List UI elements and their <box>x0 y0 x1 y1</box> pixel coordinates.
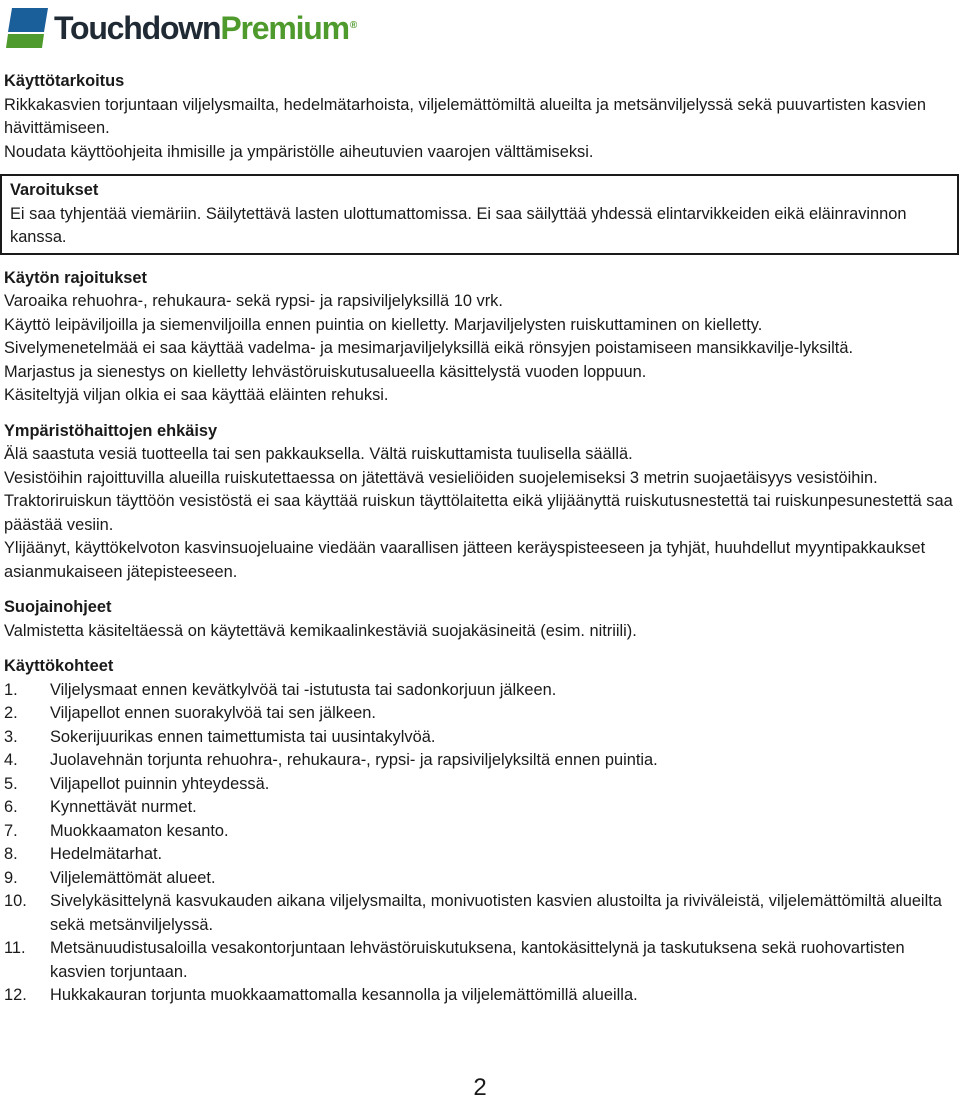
brand-name-part1: Touchdown <box>54 10 221 46</box>
list-item-number: 4. <box>4 751 18 769</box>
paragraph: Käyttö leipäviljoilla ja siemenviljoilla ennen puintia on kielletty. Marjaviljelysten ruiskuttaminen on kielletty. <box>4 315 763 334</box>
section-heading: Varoitukset <box>10 181 99 199</box>
paragraph: Rikkakasvien torjuntaan viljelysmailta, hedelmätarhoista, viljelemättömiltä alueilta ja metsänviljelyssä sekä puuvartisten kasvien hävittämiseen. <box>4 95 926 137</box>
section-kayttokohteet <box>4 655 954 1008</box>
usage-list <box>4 679 954 1008</box>
section-heading: Käyttötarkoitus <box>4 72 125 90</box>
list-item-text: Metsänuudistusaloilla vesakontorjuntaan lehvästöruiskutuksena, kantokäsittelynä ja taskutuksena sekä ruohovartisten kasvien torjuntaan. <box>50 939 905 981</box>
list-item-number: 7. <box>4 821 18 840</box>
list-item-text: Viljapellot puinnin yhteydessä. <box>50 774 270 793</box>
list-item <box>4 843 954 867</box>
section-heading: Ympäristöhaittojen ehkäisy <box>4 421 218 440</box>
list-item <box>4 867 954 891</box>
brand-logo-text <box>54 8 356 48</box>
paragraph: Käsiteltyjä viljan olkia ei saa käyttää eläinten rehuksi. <box>4 386 389 404</box>
list-item <box>4 796 954 820</box>
list-item-number: 10. <box>4 892 27 910</box>
list-item <box>4 702 954 726</box>
list-item <box>4 679 954 703</box>
list-item <box>4 820 954 844</box>
list-item-number: 11. <box>4 939 26 957</box>
section-ymparisto <box>4 420 954 585</box>
paragraph: Älä saastuta vesiä tuotteella tai sen pakkauksella. Vältä ruiskuttamista tuulisella säällä. <box>4 445 633 463</box>
paragraph: Marjastus ja sienestys on kielletty lehvästöruiskutusalueella käsittelystä vuoden loppuun. <box>4 362 647 381</box>
warning-text: Ei saa tyhjentää viemäriin. Säilytettävä lasten ulottumattomissa. Ei saa säilyttää yhdessä elintarvikkeiden eikä eläinravinnon kanssa. <box>10 204 907 246</box>
list-item-text: Sokerijuurikas ennen taimettumista tai uusintakylvöä. <box>50 727 436 746</box>
list-item <box>4 984 954 1008</box>
paragraph: Sivelymenetelmää ei saa käyttää vadelma- ja mesimarjaviljelyksillä eikä rönsyjen poistamiseen mansikkavilje-lyksiltä. <box>4 339 853 357</box>
paragraph: Vesistöihin rajoittuvilla alueilla ruiskutettaessa on jätettävä vesieliöiden suojelemiseksi 3 metrin suojaetäisyys vesistöihin. <box>4 468 878 487</box>
list-item <box>4 890 954 937</box>
paragraph: Valmistetta käsiteltäessä on käytettävä kemikaalinkestäviä suojakäsineitä (esim. nitriili). <box>4 621 637 640</box>
paragraph: Ylijäänyt, käyttökelvoton kasvinsuojeluaine viedään vaarallisen jätteen keräyspisteeseen ja tyhjät, huuhdellut myyntipakkaukset asianmukaiseen jätepisteeseen. <box>4 539 926 581</box>
registered-mark: ® <box>349 20 357 31</box>
list-item <box>4 726 954 750</box>
list-item-text: Hukkakauran torjunta muokkaamattomalla kesannolla ja viljelemättömillä alueilla. <box>50 986 638 1004</box>
list-item-number: 12. <box>4 986 27 1004</box>
paragraph: Noudata käyttöohjeita ihmisille ja ympäristölle aiheutuvien vaarojen välttämiseksi. <box>4 142 594 161</box>
warning-box <box>0 174 959 255</box>
paragraph: Traktoriruiskun täyttöön vesistöstä ei saa käyttää ruiskun täyttölaitetta eikä ylijäänyttä ruiskutusnestettä tai ruiskunpesunestettä saa päästää vesiin. <box>4 492 953 534</box>
list-item <box>4 749 954 773</box>
section-rajoitukset <box>4 267 954 408</box>
list-item-text: Kynnettävät nurmet. <box>50 798 197 816</box>
brand-name-part2: Premium <box>220 10 349 46</box>
list-item-text: Viljelysmaat ennen kevätkylvöä tai -istutusta tai sadonkorjuun jälkeen. <box>50 680 557 699</box>
list-item-number: 2. <box>4 704 18 722</box>
section-suojainohjeet <box>4 596 954 643</box>
list-item-number: 5. <box>4 774 18 793</box>
section-kayttotarkoitus <box>4 70 954 164</box>
brand-logo <box>4 8 356 48</box>
list-item-text: Viljelemättömät alueet. <box>50 868 216 887</box>
document-body <box>4 70 954 1008</box>
section-heading: Käyttökohteet <box>4 657 114 675</box>
brand-logo-mark <box>4 8 48 48</box>
list-item-text: Viljapellot ennen suorakylvöä tai sen jälkeen. <box>50 704 376 722</box>
section-heading: Suojainohjeet <box>4 598 112 616</box>
paragraph: Varoaika rehuohra-, rehukaura- sekä rypsi- ja rapsiviljelyksillä 10 vrk. <box>4 292 503 310</box>
list-item-number: 6. <box>4 798 18 816</box>
list-item-text: Juolavehnän torjunta rehuohra-, rehukaura-, rypsi- ja rapsiviljelyksiltä ennen puintia. <box>50 751 658 769</box>
section-heading: Käytön rajoitukset <box>4 268 147 287</box>
list-item-number: 3. <box>4 727 18 746</box>
list-item-text: Muokkaamaton kesanto. <box>50 821 229 840</box>
page-number: 2 <box>473 1074 487 1101</box>
list-item-number: 8. <box>4 845 18 863</box>
list-item-number: 9. <box>4 868 18 887</box>
list-item-number: 1. <box>4 680 18 699</box>
list-item <box>4 937 954 984</box>
list-item-text: Sivelykäsittelynä kasvukauden aikana viljelysmailta, monivuotisten kasvien alustoilta ja riviväleistä, viljelemättömiltä alueilta sekä metsänviljelyssä. <box>50 892 942 934</box>
list-item-text: Hedelmätarhat. <box>50 845 163 863</box>
list-item <box>4 773 954 797</box>
